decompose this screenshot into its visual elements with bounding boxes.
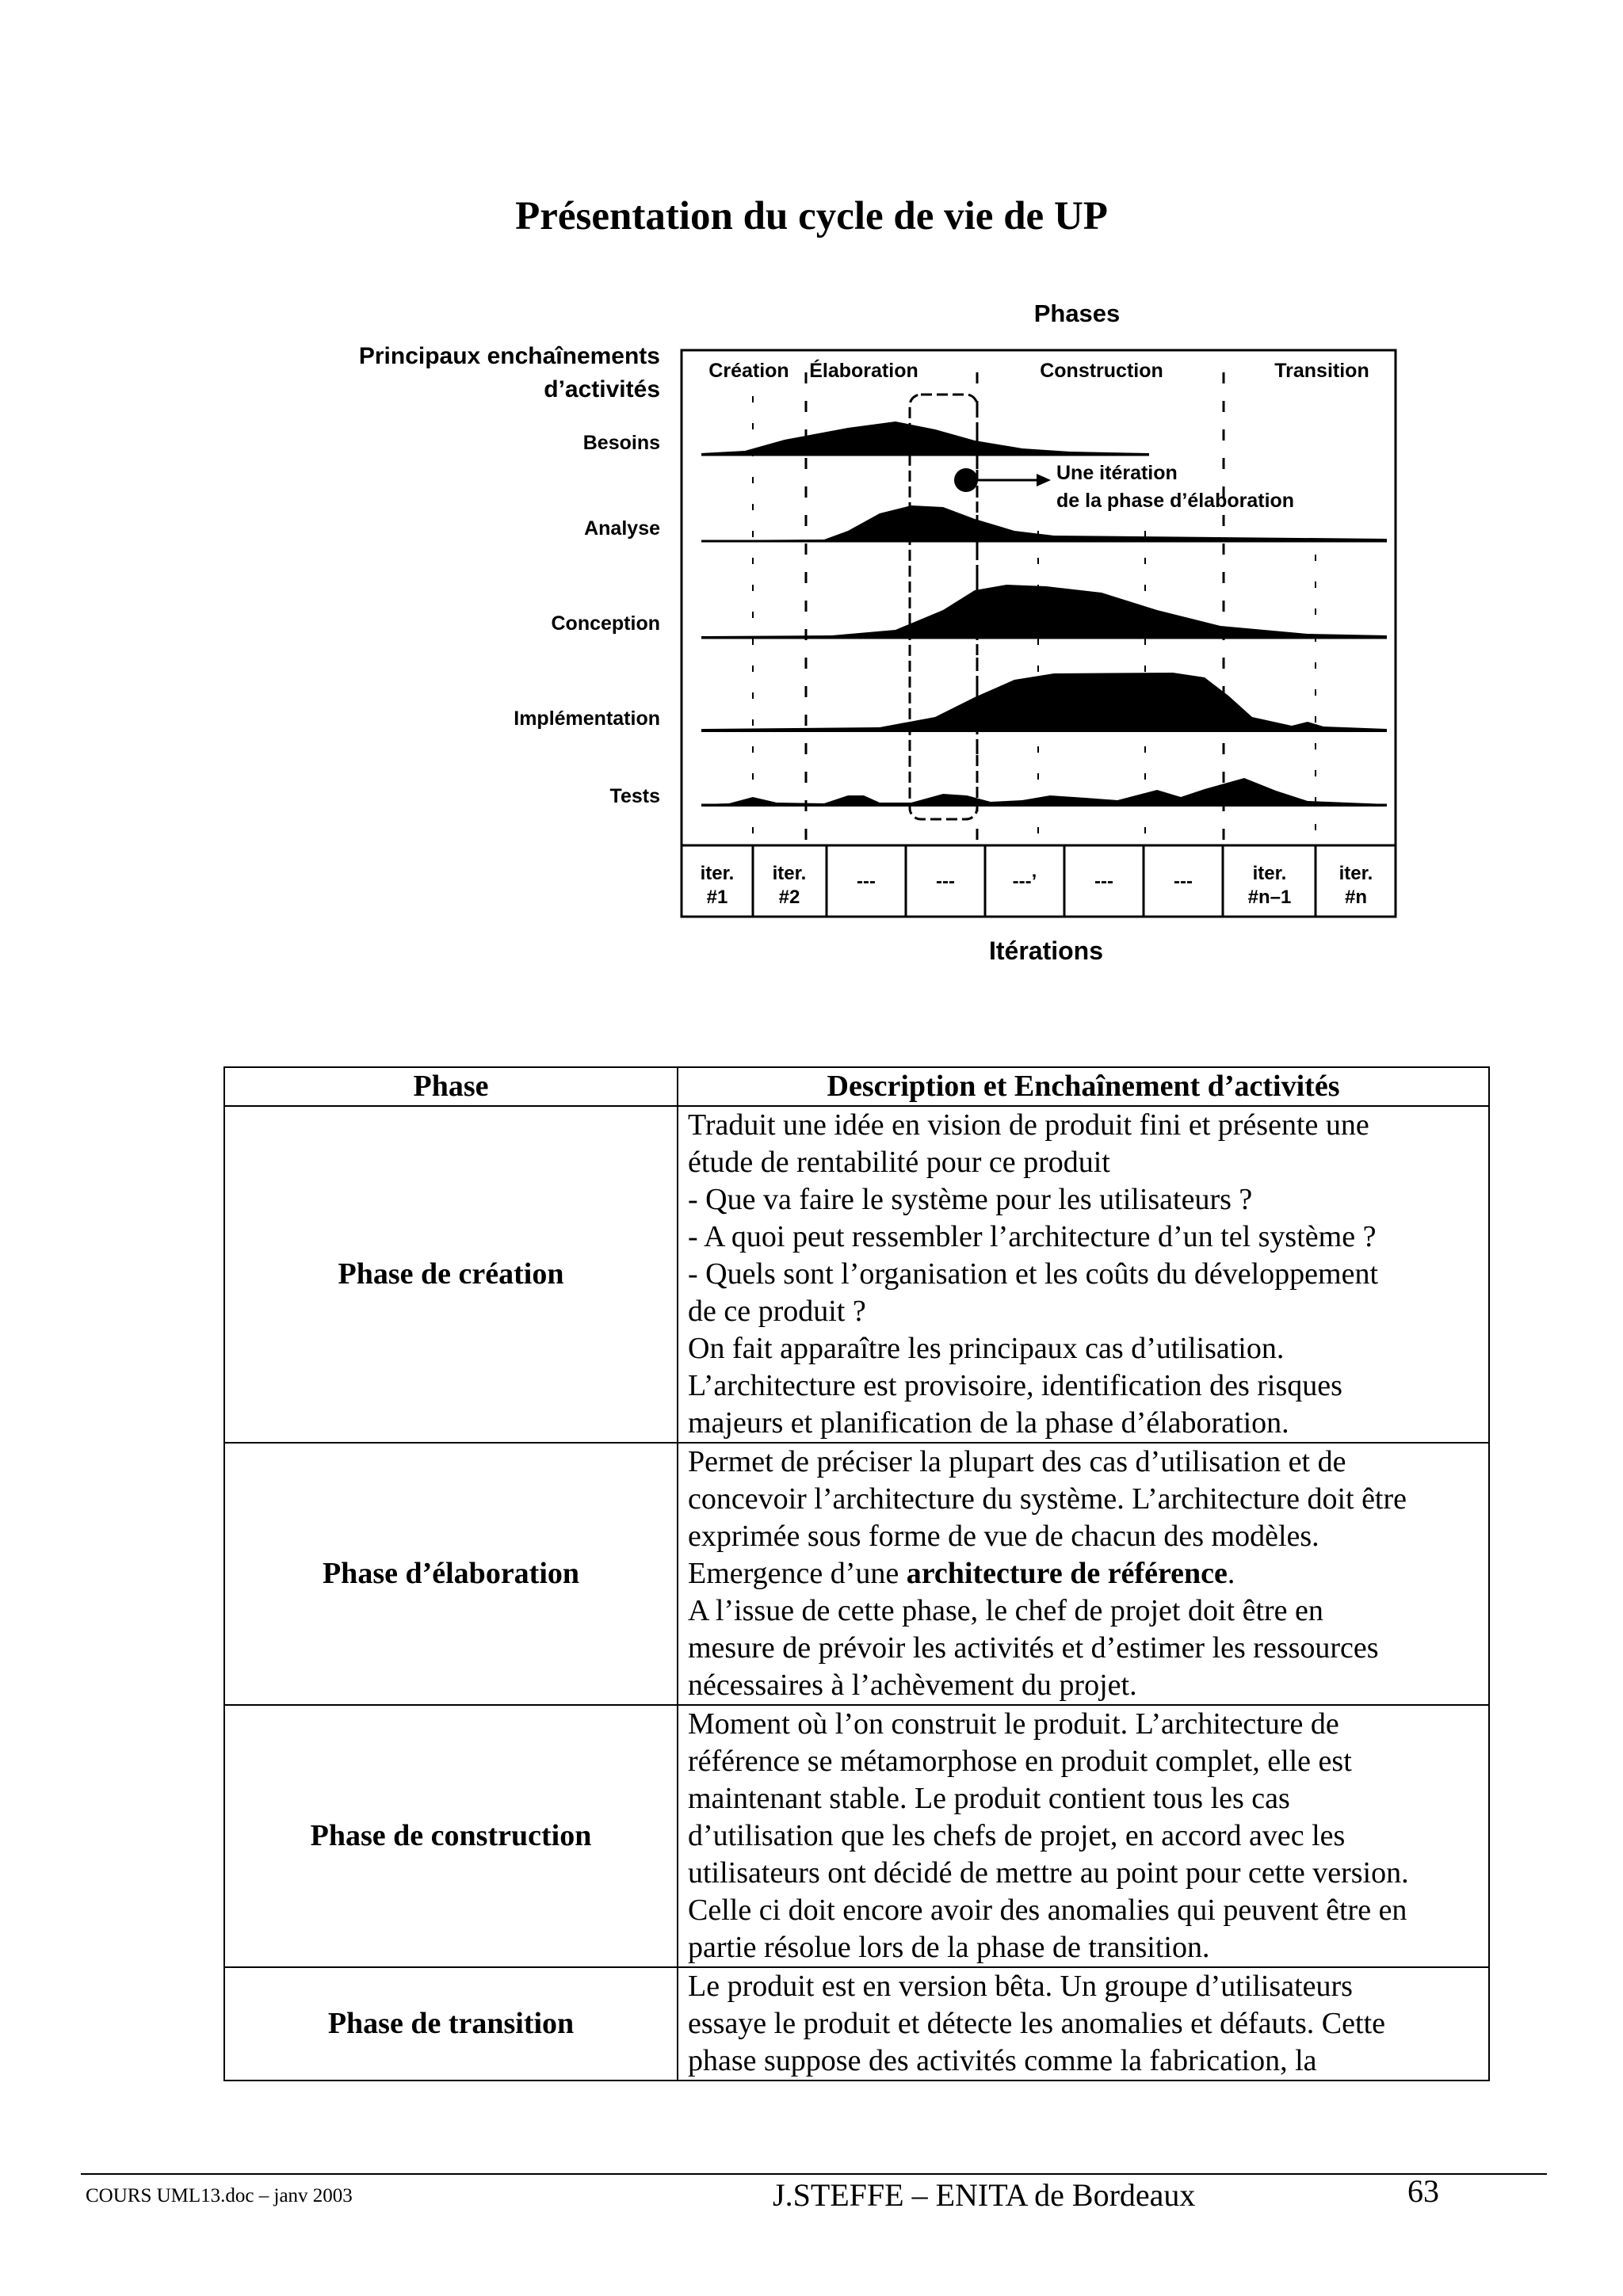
phase-name-transition: Phase de transition xyxy=(224,1967,678,2081)
workflow-label-analyse: Analyse xyxy=(584,517,660,540)
desc-line: Moment où l’on construit le produit. L’architecture de xyxy=(688,1707,1339,1741)
desc-line: partie résolue lors de la phase de transition. xyxy=(688,1931,1210,1964)
workflow-label-besoins: Besoins xyxy=(582,432,660,454)
desc-line: concevoir l’architecture du système. L’architecture doit être xyxy=(688,1482,1407,1516)
annotation-line1: Une itération xyxy=(1056,462,1178,484)
phase-label-construction: Construction xyxy=(1040,360,1163,382)
iteration-1-label: iter. xyxy=(700,863,735,884)
emphasis-after: . xyxy=(1227,1557,1235,1590)
desc-line: Permet de préciser la plupart des cas d’utilisation et de xyxy=(688,1445,1346,1478)
workflows-heading-line1: Principaux enchaînements xyxy=(358,343,660,369)
desc-line: maintenant stable. Le produit contient tous les cas xyxy=(688,1782,1290,1815)
phase-label-transition: Transition xyxy=(1274,360,1369,382)
desc-line: Traduit une idée en vision de produit fini et présente une xyxy=(688,1108,1369,1142)
workflow-label-conception: Conception xyxy=(551,612,660,635)
desc-line: Le produit est en version bêta. Un groupe d’utilisateurs xyxy=(688,1970,1353,2003)
arrowhead-icon xyxy=(1037,474,1051,486)
workflows-heading-line2: d’activités xyxy=(544,376,660,402)
iteration-marker xyxy=(954,468,978,492)
table-row xyxy=(224,1106,1489,1443)
curve-tests xyxy=(701,778,1387,807)
iterations-heading: Itérations xyxy=(988,936,1104,965)
desc-line: essaye le produit et détecte les anomalies et défauts. Cette xyxy=(688,2007,1385,2040)
desc-line: étude de rentabilité pour ce produit xyxy=(688,1146,1110,1179)
phases-heading: Phases xyxy=(1033,299,1121,327)
phase-description-creation xyxy=(678,1106,1489,1443)
table-header-row xyxy=(224,1067,1489,1106)
iteration-5-label: ---’ xyxy=(1012,871,1037,892)
desc-line: phase suppose des activités comme la fabrication, la xyxy=(688,2044,1317,2077)
phase-description-transition xyxy=(678,1967,1489,2081)
phase-description-construction xyxy=(678,1705,1489,1967)
footer-rule xyxy=(81,2173,1547,2175)
footer-author: J.STEFFE – ENITA de Bordeaux xyxy=(773,2177,1196,2213)
workflow-label-implementation: Implémentation xyxy=(514,707,660,730)
desc-line: utilisateurs ont décidé de mettre au point pour cette version. xyxy=(688,1856,1409,1890)
desc-line: exprimée sous forme de vue de chacun des modèles. xyxy=(688,1520,1319,1553)
header-phase: Phase xyxy=(224,1067,678,1106)
desc-line: - Quels sont l’organisation et les coûts du développement xyxy=(688,1257,1379,1291)
desc-line: référence se métamorphose en produit complet, elle est xyxy=(688,1745,1352,1778)
desc-line: nécessaires à l’achèvement du projet. xyxy=(688,1669,1137,1702)
table-row xyxy=(224,1443,1489,1705)
iteration-1-number: #1 xyxy=(706,887,728,908)
phase-name-elaboration: Phase d’élaboration xyxy=(224,1443,678,1705)
desc-line: Celle ci doit encore avoir des anomalies qui peuvent être en xyxy=(688,1894,1407,1927)
iteration-2-number: #2 xyxy=(778,887,800,908)
phase-label-elaboration: Élaboration xyxy=(809,360,918,382)
desc-line: majeurs et planification de la phase d’élaboration. xyxy=(688,1406,1289,1440)
iteration-6-label: --- xyxy=(1094,871,1113,892)
emphasis-bold: architecture de référence xyxy=(906,1557,1228,1590)
workflow-label-tests: Tests xyxy=(609,785,660,807)
up-lifecycle-figure xyxy=(277,293,1419,990)
curve-implementation xyxy=(701,673,1387,732)
header-description: Description et Enchaînement d’activités xyxy=(678,1067,1489,1106)
emphasis-before: Emergence d’une xyxy=(688,1557,907,1590)
desc-line: On fait apparaître les principaux cas d’utilisation. xyxy=(688,1332,1285,1365)
iteration-3-label: --- xyxy=(857,871,876,892)
iteration-2-label: iter. xyxy=(772,863,807,884)
desc-line: d’utilisation que les chefs de projet, en accord avec les xyxy=(688,1819,1346,1852)
phase-description-elaboration xyxy=(678,1443,1489,1705)
footer-document-name: COURS UML13.doc – janv 2003 xyxy=(86,2185,353,2206)
iteration-4-label: --- xyxy=(936,871,955,892)
desc-line: de ce produit ? xyxy=(688,1295,866,1328)
iteration-n-1-label: iter. xyxy=(1252,863,1287,884)
phase-name-construction: Phase de construction xyxy=(224,1705,678,1967)
desc-line: - A quoi peut ressembler l’architecture d’un tel système ? xyxy=(688,1220,1377,1253)
iteration-n-label: iter. xyxy=(1338,863,1373,884)
table-row xyxy=(224,1967,1489,2081)
iteration-n-1-number: #n–1 xyxy=(1247,887,1292,908)
desc-line: L’architecture est provisoire, identification des risques xyxy=(688,1369,1342,1402)
page-title: Présentation du cycle de vie de UP xyxy=(515,194,1108,238)
phase-label-creation: Création xyxy=(708,360,789,382)
phase-name-creation: Phase de création xyxy=(224,1106,678,1443)
phases-table xyxy=(223,1066,1490,2081)
desc-line-emphasis xyxy=(688,1555,1479,1592)
curve-conception xyxy=(701,585,1387,639)
desc-line: A l’issue de cette phase, le chef de projet doit être en xyxy=(688,1594,1323,1627)
iteration-7-label: --- xyxy=(1174,871,1193,892)
iteration-n-number: #n xyxy=(1344,887,1368,908)
desc-line: - Que va faire le système pour les utilisateurs ? xyxy=(688,1183,1253,1216)
page-number: 63 xyxy=(1407,2173,1439,2209)
table-row xyxy=(224,1705,1489,1967)
curve-besoins xyxy=(701,421,1149,456)
annotation-line2: de la phase d’élaboration xyxy=(1056,490,1295,512)
desc-line: mesure de prévoir les activités et d’estimer les ressources xyxy=(688,1631,1379,1665)
